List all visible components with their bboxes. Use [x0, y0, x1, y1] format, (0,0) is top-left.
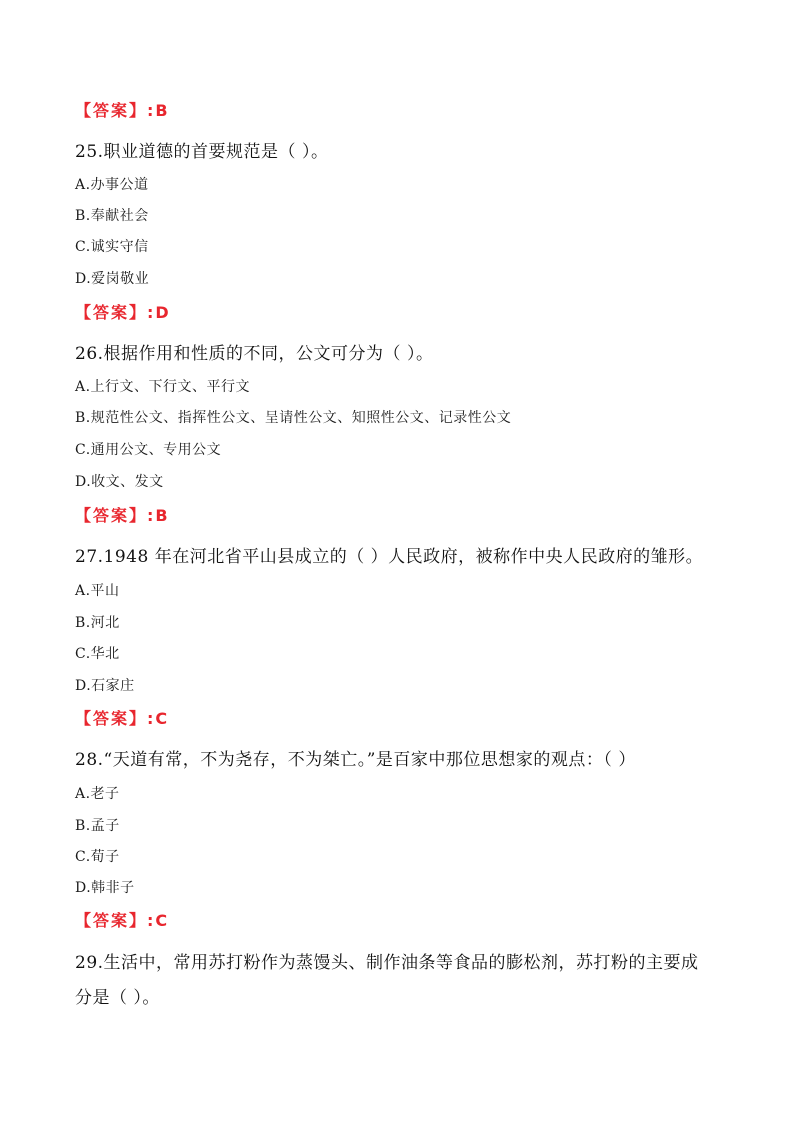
option-25-d: D.爱岗敬业 — [75, 271, 150, 287]
option-26-a: A.上行文、下行文、平行文 — [75, 379, 251, 395]
option-28-d: D.韩非子 — [75, 880, 135, 896]
option-26-c: C.通用公文、专用公文 — [75, 442, 222, 458]
question-27: 27.1948 年在河北省平山县成立的（ ）人民政府，被称作中央人民政府的雏形。 — [75, 547, 704, 567]
question-29-line-1: 29.生活中，常用苏打粉作为蒸馒头、制作油条等食品的膨松剂，苏打粉的主要成 — [75, 953, 699, 973]
option-28-c: C.荀子 — [75, 849, 120, 865]
answer-line — [75, 913, 169, 929]
question-25: 25.职业道德的首要规范是（ ）。 — [75, 142, 329, 162]
answer-line — [75, 103, 170, 119]
answer-line — [75, 305, 171, 321]
answer-label: 【答案】: — [75, 709, 156, 728]
option-25-b: B.奉献社会 — [75, 208, 149, 224]
option-27-c: C.华北 — [75, 646, 120, 662]
question-29-line-2: 分是（ ）。 — [75, 988, 160, 1008]
option-27-d: D.石家庄 — [75, 678, 135, 694]
answer-value: C — [155, 911, 170, 930]
answer-line — [75, 711, 169, 727]
answer-value: B — [155, 101, 170, 120]
answer-value: D — [155, 303, 171, 322]
answer-line — [75, 508, 170, 524]
option-25-a: A.办事公道 — [75, 177, 149, 193]
option-27-b: B.河北 — [75, 615, 120, 631]
option-28-a: A.老子 — [75, 786, 120, 802]
answer-label: 【答案】: — [75, 506, 156, 525]
answer-label: 【答案】: — [75, 101, 156, 120]
answer-value: C — [155, 709, 170, 728]
answer-label: 【答案】: — [75, 303, 156, 322]
answer-value: B — [155, 506, 170, 525]
option-25-c: C.诚实守信 — [75, 239, 149, 255]
question-26: 26.根据作用和性质的不同，公文可分为（ ）。 — [75, 344, 434, 364]
answer-label: 【答案】: — [75, 911, 156, 930]
option-27-a: A.平山 — [75, 583, 120, 599]
option-26-b: B.规范性公文、指挥性公文、呈请性公文、知照性公文、记录性公文 — [75, 410, 512, 426]
option-28-b: B.孟子 — [75, 818, 120, 834]
question-28: 28.“天道有常，不为尧存，不为桀亡。”是百家中那位思想家的观点：（ ） — [75, 750, 636, 770]
option-26-d: D.收文、发文 — [75, 474, 164, 490]
